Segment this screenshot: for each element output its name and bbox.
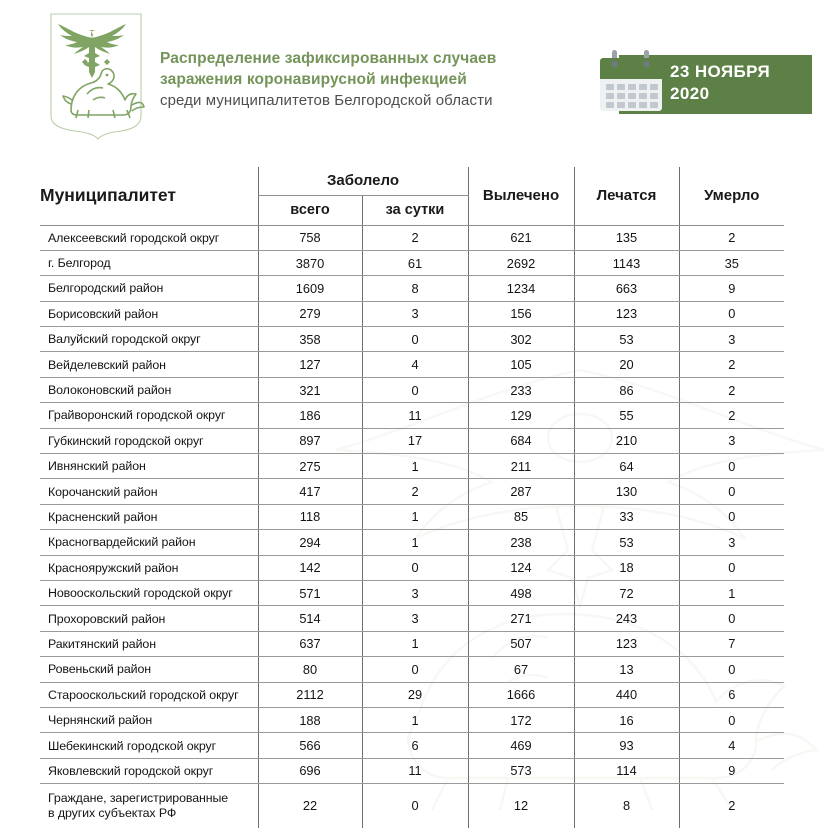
cell-treating: 663 [574, 276, 679, 301]
cell-municipality: Борисовский район [40, 301, 258, 326]
cell-per-day: 61 [362, 250, 468, 275]
cell-municipality: Ровеньский район [40, 657, 258, 682]
cell-total: 186 [258, 403, 362, 428]
cell-total: 142 [258, 555, 362, 580]
cell-cured: 233 [468, 377, 574, 402]
cell-total: 417 [258, 479, 362, 504]
cell-died: 9 [679, 276, 784, 301]
date-year: 2020 [670, 84, 710, 103]
cell-cured: 67 [468, 657, 574, 682]
table-row [40, 428, 784, 453]
cell-per-day: 0 [362, 555, 468, 580]
table-row [40, 707, 784, 732]
cell-per-day: 2 [362, 479, 468, 504]
cell-died: 2 [679, 377, 784, 402]
table-head [40, 167, 784, 225]
cell-died: 3 [679, 327, 784, 352]
title-line-1: Распределение зафиксированных случаев [160, 50, 497, 67]
cell-per-day: 2 [362, 225, 468, 250]
cell-treating: 135 [574, 225, 679, 250]
cell-per-day: 1 [362, 631, 468, 656]
cell-total: 758 [258, 225, 362, 250]
col-header-group-sick: Заболело [258, 167, 468, 195]
table-row [40, 301, 784, 326]
cell-municipality: Алексеевский городской округ [40, 225, 258, 250]
table-row [40, 250, 784, 275]
cell-cured: 211 [468, 454, 574, 479]
cell-municipality: Белгородский район [40, 276, 258, 301]
cell-treating: 53 [574, 530, 679, 555]
cell-cured: 124 [468, 555, 574, 580]
cell-cured: 85 [468, 504, 574, 529]
cell-treating: 20 [574, 352, 679, 377]
table-row [40, 454, 784, 479]
cell-municipality: г. Белгород [40, 250, 258, 275]
cell-municipality: Шебекинский городской округ [40, 733, 258, 758]
cell-cured: 621 [468, 225, 574, 250]
cell-treating: 13 [574, 657, 679, 682]
table-body [40, 225, 784, 828]
cell-treating: 93 [574, 733, 679, 758]
table-row [40, 657, 784, 682]
col-header-treating: Лечатся [574, 167, 679, 225]
cell-died: 4 [679, 733, 784, 758]
cell-cured: 172 [468, 707, 574, 732]
cell-died: 3 [679, 428, 784, 453]
cell-per-day: 0 [362, 377, 468, 402]
cell-total: 1609 [258, 276, 362, 301]
cell-total: 897 [258, 428, 362, 453]
cell-total: 637 [258, 631, 362, 656]
cell-municipality: Чернянский район [40, 707, 258, 732]
col-header-total: всего [258, 195, 362, 225]
cell-died: 3 [679, 530, 784, 555]
cell-treating: 1143 [574, 250, 679, 275]
cell-died: 0 [679, 606, 784, 631]
table-row [40, 276, 784, 301]
covid-statistics-table [40, 167, 784, 828]
date-badge [597, 48, 812, 118]
title-subtitle: среди муниципалитетов Белгородской области [160, 92, 493, 109]
table-row [40, 758, 784, 783]
cell-treating: 53 [574, 327, 679, 352]
cell-total: 127 [258, 352, 362, 377]
cell-municipality: Ракитянский район [40, 631, 258, 656]
cell-per-day: 11 [362, 758, 468, 783]
table-row [40, 784, 784, 828]
cell-treating: 8 [574, 784, 679, 828]
cell-municipality: Губкинский городской округ [40, 428, 258, 453]
cell-per-day: 6 [362, 733, 468, 758]
table-header-row-1 [40, 167, 784, 195]
cell-municipality: Красногвардейский район [40, 530, 258, 555]
cell-total: 696 [258, 758, 362, 783]
cell-cured: 302 [468, 327, 574, 352]
cell-total: 118 [258, 504, 362, 529]
cell-cured: 1234 [468, 276, 574, 301]
title-line-2: заражения коронавирусной инфекцией [160, 71, 467, 88]
cell-cured: 156 [468, 301, 574, 326]
cell-cured: 271 [468, 606, 574, 631]
col-header-municipality: Муниципалитет [40, 167, 258, 225]
cell-died: 7 [679, 631, 784, 656]
cell-died: 9 [679, 758, 784, 783]
cell-treating: 33 [574, 504, 679, 529]
cell-per-day: 29 [362, 682, 468, 707]
page-title [160, 48, 560, 112]
cell-per-day: 3 [362, 580, 468, 605]
cell-cured: 2692 [468, 250, 574, 275]
cell-municipality: Граждане, зарегистрированные в других субъектах РФ [40, 784, 258, 828]
cell-municipality: Яковлевский городской округ [40, 758, 258, 783]
cell-died: 0 [679, 555, 784, 580]
cell-treating: 123 [574, 631, 679, 656]
cell-cured: 287 [468, 479, 574, 504]
cell-died: 0 [679, 657, 784, 682]
belgorod-coat-of-arms-icon [47, 12, 145, 140]
cell-per-day: 1 [362, 530, 468, 555]
cell-treating: 16 [574, 707, 679, 732]
cell-total: 80 [258, 657, 362, 682]
cell-municipality: Валуйский городской округ [40, 327, 258, 352]
cell-total: 275 [258, 454, 362, 479]
table-row [40, 403, 784, 428]
cell-per-day: 17 [362, 428, 468, 453]
calendar-icon [597, 48, 670, 118]
col-header-died: Умерло [679, 167, 784, 225]
cell-total: 3870 [258, 250, 362, 275]
cell-per-day: 0 [362, 784, 468, 828]
cell-cured: 469 [468, 733, 574, 758]
cell-municipality: Ивнянский район [40, 454, 258, 479]
table-row [40, 733, 784, 758]
cell-total: 571 [258, 580, 362, 605]
cell-per-day: 3 [362, 301, 468, 326]
cell-cured: 573 [468, 758, 574, 783]
page-header [0, 0, 830, 140]
cell-died: 6 [679, 682, 784, 707]
cell-treating: 55 [574, 403, 679, 428]
cell-total: 321 [258, 377, 362, 402]
date-badge-text [670, 61, 770, 105]
table-row [40, 225, 784, 250]
cell-per-day: 1 [362, 454, 468, 479]
cell-cured: 684 [468, 428, 574, 453]
cell-died: 0 [679, 504, 784, 529]
cell-died: 35 [679, 250, 784, 275]
cell-treating: 72 [574, 580, 679, 605]
table-row [40, 631, 784, 656]
cell-treating: 123 [574, 301, 679, 326]
col-header-per-day: за сутки [362, 195, 468, 225]
cell-died: 0 [679, 479, 784, 504]
cell-total: 294 [258, 530, 362, 555]
table-row [40, 504, 784, 529]
cell-total: 358 [258, 327, 362, 352]
cell-died: 2 [679, 352, 784, 377]
cell-per-day: 1 [362, 707, 468, 732]
table-row [40, 377, 784, 402]
cell-municipality: Вейделевский район [40, 352, 258, 377]
cell-treating: 86 [574, 377, 679, 402]
cell-cured: 12 [468, 784, 574, 828]
table-row [40, 580, 784, 605]
statistics-table [40, 167, 784, 828]
cell-total: 188 [258, 707, 362, 732]
cell-municipality-line2: в других субъектах РФ [48, 805, 177, 820]
cell-municipality: Волоконовский район [40, 377, 258, 402]
cell-treating: 130 [574, 479, 679, 504]
cell-total: 566 [258, 733, 362, 758]
cell-treating: 210 [574, 428, 679, 453]
cell-total: 2112 [258, 682, 362, 707]
cell-total: 279 [258, 301, 362, 326]
table-row [40, 479, 784, 504]
cell-per-day: 1 [362, 504, 468, 529]
cell-municipality: Старооскольский городской округ [40, 682, 258, 707]
cell-treating: 114 [574, 758, 679, 783]
cell-cured: 238 [468, 530, 574, 555]
cell-died: 0 [679, 454, 784, 479]
cell-municipality: Корочанский район [40, 479, 258, 504]
cell-cured: 498 [468, 580, 574, 605]
table-row [40, 606, 784, 631]
date-day-month: 23 НОЯБРЯ [670, 62, 771, 81]
cell-died: 0 [679, 301, 784, 326]
cell-total: 514 [258, 606, 362, 631]
cell-treating: 64 [574, 454, 679, 479]
cell-cured: 507 [468, 631, 574, 656]
cell-died: 2 [679, 225, 784, 250]
cell-municipality: Краснояружский район [40, 555, 258, 580]
cell-per-day: 8 [362, 276, 468, 301]
table-row [40, 682, 784, 707]
cell-treating: 243 [574, 606, 679, 631]
cell-per-day: 3 [362, 606, 468, 631]
cell-per-day: 11 [362, 403, 468, 428]
cell-municipality: Красненский район [40, 504, 258, 529]
cell-cured: 105 [468, 352, 574, 377]
cell-per-day: 4 [362, 352, 468, 377]
cell-cured: 1666 [468, 682, 574, 707]
cell-treating: 18 [574, 555, 679, 580]
table-row [40, 327, 784, 352]
cell-died: 2 [679, 403, 784, 428]
table-row [40, 352, 784, 377]
cell-died: 1 [679, 580, 784, 605]
table-row [40, 555, 784, 580]
cell-municipality: Новооскольский городской округ [40, 580, 258, 605]
cell-treating: 440 [574, 682, 679, 707]
cell-cured: 129 [468, 403, 574, 428]
col-header-cured: Вылечено [468, 167, 574, 225]
cell-died: 0 [679, 707, 784, 732]
cell-per-day: 0 [362, 657, 468, 682]
cell-per-day: 0 [362, 327, 468, 352]
cell-municipality: Грайворонский городской округ [40, 403, 258, 428]
cell-municipality: Прохоровский район [40, 606, 258, 631]
table-row [40, 530, 784, 555]
cell-died: 2 [679, 784, 784, 828]
cell-total: 22 [258, 784, 362, 828]
